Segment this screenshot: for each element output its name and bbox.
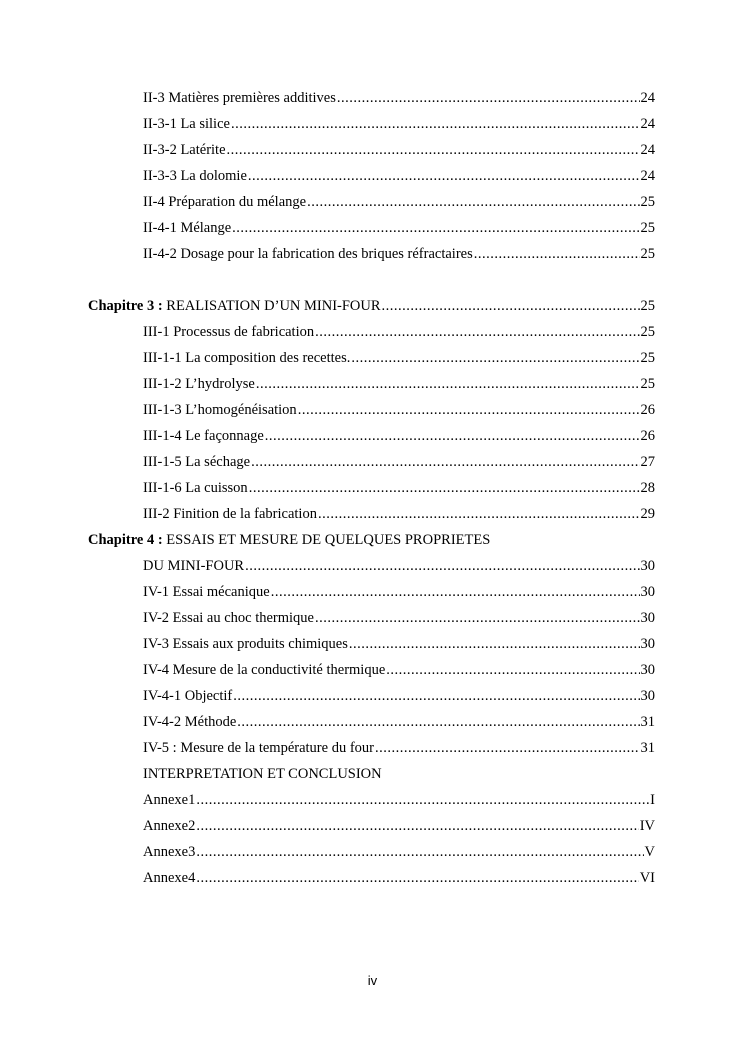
toc-entry-page: 26 xyxy=(640,402,655,418)
toc-entry-page: 25 xyxy=(640,350,655,366)
dot-leader xyxy=(251,449,639,475)
toc-entry-title: III-1-3 L’homogénéisation xyxy=(143,402,297,418)
dot-leader xyxy=(233,683,639,709)
toc-entry-title: II-3 Matières premières additives xyxy=(143,90,336,106)
toc-entry-page: 25 xyxy=(640,246,655,262)
toc-entry-page: 24 xyxy=(640,168,655,184)
toc-annex xyxy=(0,787,745,813)
toc-entry-page: 30 xyxy=(640,610,655,626)
toc-annex xyxy=(0,865,745,891)
toc-entry-page: 30 xyxy=(640,662,655,678)
toc-entry-title: Annexe4 xyxy=(143,870,196,886)
toc-entry-title: Annexe3 xyxy=(143,844,196,860)
dot-leader xyxy=(386,657,639,683)
dot-leader xyxy=(249,475,640,501)
toc-entry xyxy=(0,85,745,111)
toc-entry-page: 31 xyxy=(640,714,655,730)
dot-leader xyxy=(245,553,639,579)
toc-chapter-4 xyxy=(0,527,745,553)
toc-entry-title: IV-2 Essai au choc thermique xyxy=(143,610,314,626)
dot-leader xyxy=(231,111,640,137)
toc-entry xyxy=(0,605,745,631)
toc-entry-page: 31 xyxy=(640,740,655,756)
toc-entry-title: IV-4-1 Objectif xyxy=(143,688,233,704)
dot-leader xyxy=(196,839,643,865)
toc-entry xyxy=(0,657,745,683)
toc-annex xyxy=(0,813,745,839)
toc-entry-title: II-3-2 Latérite xyxy=(143,142,226,158)
toc-entry-title: II-4 Préparation du mélange xyxy=(143,194,307,210)
dot-leader xyxy=(196,865,638,891)
toc-entry xyxy=(0,137,745,163)
dot-leader xyxy=(298,397,640,423)
table-of-contents xyxy=(0,85,745,891)
dot-leader xyxy=(474,241,640,267)
toc-entry-page: 28 xyxy=(640,480,655,496)
toc-entry-title: II-3-3 La dolomie xyxy=(143,168,247,184)
toc-conclusion xyxy=(0,761,745,787)
toc-entry-title: Annexe2 xyxy=(143,818,196,834)
conclusion-heading: INTERPRETATION ET CONCLUSION xyxy=(143,766,382,782)
toc-entry-page: 25 xyxy=(640,324,655,340)
dot-leader xyxy=(315,319,639,345)
toc-entry xyxy=(0,189,745,215)
toc-entry-page: 30 xyxy=(640,584,655,600)
toc-entry xyxy=(0,735,745,761)
toc-entry-page: 25 xyxy=(640,376,655,392)
toc-entry xyxy=(0,371,745,397)
dot-leader xyxy=(382,293,640,319)
toc-entry xyxy=(0,163,745,189)
dot-leader xyxy=(196,813,638,839)
toc-entry-title: Annexe1 xyxy=(143,792,196,808)
chapter-heading xyxy=(88,293,381,319)
toc-chapter-4-continued xyxy=(0,553,745,579)
chapter-label: Chapitre 3 : xyxy=(88,298,163,314)
toc-entry xyxy=(0,345,745,371)
toc-entry-title: III-1 Processus de fabrication xyxy=(143,324,315,340)
dot-leader xyxy=(318,501,640,527)
toc-entry-title: II-4-1 Mélange xyxy=(143,220,232,236)
toc-entry xyxy=(0,579,745,605)
toc-entry-title: III-2 Finition de la fabrication xyxy=(143,506,317,522)
chapter-title: REALISATION D’UN MINI-FOUR xyxy=(162,298,381,314)
toc-entry-title: III-1-4 Le façonnage xyxy=(143,428,264,444)
toc-entry-page: 26 xyxy=(640,428,655,444)
toc-entry xyxy=(0,475,745,501)
toc-entry-title: III-1-6 La cuisson xyxy=(143,480,248,496)
toc-entry xyxy=(0,111,745,137)
chapter-title-continued: DU MINI-FOUR xyxy=(143,558,245,574)
toc-entry-page: IV xyxy=(639,818,655,834)
toc-entry-page: V xyxy=(644,844,655,860)
toc-entry xyxy=(0,683,745,709)
toc-entry-page: 24 xyxy=(640,116,655,132)
toc-entry-page: 24 xyxy=(640,142,655,158)
toc-entry-page: VI xyxy=(639,870,655,886)
dot-leader xyxy=(337,85,640,111)
dot-leader xyxy=(196,787,649,813)
toc-entry-title: II-4-2 Dosage pour la fabrication des briques réfractaires xyxy=(143,246,473,262)
toc-entry-page: 25 xyxy=(640,194,655,210)
toc-entry-page: 24 xyxy=(640,90,655,106)
dot-leader xyxy=(248,163,640,189)
toc-entry xyxy=(0,319,745,345)
toc-entry xyxy=(0,397,745,423)
toc-entry xyxy=(0,241,745,267)
toc-chapter-3 xyxy=(0,293,745,319)
toc-entry-title: III-1-1 La composition des recettes. xyxy=(143,350,351,366)
toc-entry-page: 25 xyxy=(640,298,655,314)
toc-annex xyxy=(0,839,745,865)
dot-leader xyxy=(271,579,640,605)
toc-entry-page: I xyxy=(650,792,655,808)
dot-leader xyxy=(265,423,640,449)
dot-leader xyxy=(237,709,639,735)
toc-entry xyxy=(0,501,745,527)
dot-leader xyxy=(375,735,640,761)
page-number: iv xyxy=(367,973,378,988)
toc-entry-title: III-1-5 La séchage xyxy=(143,454,251,470)
toc-entry xyxy=(0,709,745,735)
dot-leader xyxy=(349,631,640,657)
chapter-label: Chapitre 4 : xyxy=(88,532,163,548)
dot-leader xyxy=(351,345,639,371)
chapter-heading xyxy=(88,527,490,553)
dot-leader xyxy=(256,371,640,397)
toc-entry-title: II-3-1 La silice xyxy=(143,116,230,132)
toc-entry xyxy=(0,631,745,657)
dot-leader xyxy=(232,215,639,241)
toc-entry-title: IV-3 Essais aux produits chimiques xyxy=(143,636,348,652)
toc-entry-title: IV-4-2 Méthode xyxy=(143,714,237,730)
toc-entry-title: IV-5 : Mesure de la température du four xyxy=(143,740,374,756)
toc-entry-page: 27 xyxy=(640,454,655,470)
toc-entry-page: 25 xyxy=(640,220,655,236)
dot-leader xyxy=(227,137,640,163)
dot-leader xyxy=(315,605,640,631)
toc-entry-page: 30 xyxy=(640,558,655,574)
toc-entry xyxy=(0,215,745,241)
toc-entry xyxy=(0,449,745,475)
toc-entry-page: 30 xyxy=(640,636,655,652)
toc-entry-page: 30 xyxy=(640,688,655,704)
dot-leader xyxy=(307,189,639,215)
toc-entry xyxy=(0,423,745,449)
toc-entry-title: IV-1 Essai mécanique xyxy=(143,584,270,600)
toc-entry-title: IV-4 Mesure de la conductivité thermique xyxy=(143,662,386,678)
chapter-title: ESSAIS ET MESURE DE QUELQUES PROPRIETES xyxy=(162,532,491,548)
toc-entry-page: 29 xyxy=(640,506,655,522)
toc-entry-title: III-1-2 L’hydrolyse xyxy=(143,376,255,392)
